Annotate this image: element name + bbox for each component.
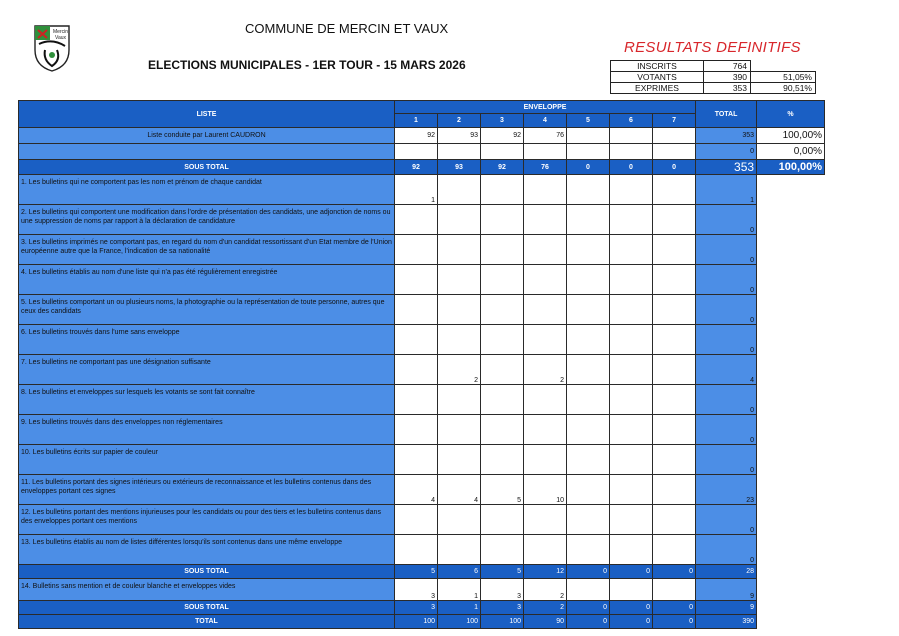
nul-reason-value <box>610 355 653 385</box>
nul-reason-row <box>19 325 825 355</box>
nul-reason-value <box>524 535 567 565</box>
nul-reason-label: 7. Les bulletins ne comportant pas une désignation suffisante <box>19 355 395 385</box>
stats-label: INSCRITS <box>611 61 704 72</box>
nul-reason-value <box>610 295 653 325</box>
logo-text-vaux: Vaux <box>55 35 67 41</box>
stats-pct <box>751 61 816 72</box>
liste-header: LISTE <box>19 101 395 128</box>
sous-total-value: 0 <box>567 601 610 615</box>
enveloppe-col-header: 2 <box>438 114 481 128</box>
list-env-value: 92 <box>481 128 524 144</box>
nul-reason-value <box>395 385 438 415</box>
sous-total-value: 0 <box>653 160 696 175</box>
nul-reason-row <box>19 385 825 415</box>
nul-reason-value <box>653 175 696 205</box>
commune-logo-icon <box>33 24 71 72</box>
stats-table <box>610 60 816 94</box>
nul-reason-value <box>524 505 567 535</box>
nul-reason-value <box>438 385 481 415</box>
sous-total-total: 353 <box>696 160 757 175</box>
blank-value: 3 <box>481 579 524 601</box>
nul-reason-value <box>653 205 696 235</box>
sous-total-label: SOUS TOTAL <box>19 601 395 615</box>
nul-reason-value <box>481 445 524 475</box>
empty-cell <box>757 615 825 629</box>
list-row <box>19 144 825 160</box>
nul-reason-value <box>567 475 610 505</box>
stats-value: 353 <box>704 83 751 94</box>
blank-value <box>610 579 653 601</box>
sous-total-blancs-row <box>19 601 825 615</box>
empty-cell <box>757 235 825 265</box>
nul-reason-value <box>653 535 696 565</box>
nul-reason-row <box>19 415 825 445</box>
enveloppe-col-header: 7 <box>653 114 696 128</box>
sous-total-value: 0 <box>567 160 610 175</box>
commune-title: COMMUNE DE MERCIN ET VAUX <box>245 21 449 36</box>
stats-value: 764 <box>704 61 751 72</box>
nul-reason-value <box>524 295 567 325</box>
empty-cell <box>757 295 825 325</box>
list-env-value <box>567 128 610 144</box>
nul-reason-row <box>19 175 825 205</box>
grand-total-value: 100 <box>438 615 481 629</box>
sous-total-value: 0 <box>653 565 696 579</box>
list-env-value <box>653 144 696 160</box>
nul-reason-value <box>438 235 481 265</box>
empty-cell <box>757 475 825 505</box>
sous-total-value: 1 <box>438 601 481 615</box>
list-row <box>19 128 825 144</box>
nul-reason-total: 0 <box>696 265 757 295</box>
grand-total-label: TOTAL <box>19 615 395 629</box>
blank-total: 9 <box>696 579 757 601</box>
sous-total-nuls-row <box>19 565 825 579</box>
list-env-value <box>610 144 653 160</box>
nul-reason-total: 0 <box>696 235 757 265</box>
nul-reason-value <box>438 175 481 205</box>
blank-row <box>19 579 825 601</box>
nul-reason-value <box>653 265 696 295</box>
list-env-value <box>438 144 481 160</box>
enveloppe-col-header: 5 <box>567 114 610 128</box>
list-pct: 0,00% <box>757 144 825 160</box>
sous-total-value: 3 <box>395 601 438 615</box>
nul-reason-total: 0 <box>696 445 757 475</box>
nul-reason-value <box>567 415 610 445</box>
stats-label: EXPRIMES <box>611 83 704 94</box>
grand-total-value: 90 <box>524 615 567 629</box>
grand-total-value: 100 <box>395 615 438 629</box>
sous-total-value: 92 <box>395 160 438 175</box>
stats-pct: 51,05% <box>751 72 816 83</box>
nul-reason-value <box>438 505 481 535</box>
stats-pct: 90,51% <box>751 83 816 94</box>
nul-reason-value <box>567 535 610 565</box>
nul-reason-value <box>481 355 524 385</box>
list-pct: 100,00% <box>757 128 825 144</box>
grand-total-value: 0 <box>653 615 696 629</box>
nul-reason-total: 0 <box>696 295 757 325</box>
grand-total-value: 0 <box>610 615 653 629</box>
grand-total-row <box>19 615 825 629</box>
nul-reason-label: 6. Les bulletins trouvés dans l'urne sans enveloppe <box>19 325 395 355</box>
nul-reason-value: 10 <box>524 475 567 505</box>
enveloppe-col-header: 3 <box>481 114 524 128</box>
nul-reason-value <box>610 265 653 295</box>
list-env-value <box>481 144 524 160</box>
enveloppe-col-header: 1 <box>395 114 438 128</box>
results-table <box>18 100 825 629</box>
sous-total-value: 0 <box>610 565 653 579</box>
nul-reason-value <box>610 385 653 415</box>
sous-total-value: 93 <box>438 160 481 175</box>
nul-reason-value <box>524 235 567 265</box>
nul-reason-value <box>438 445 481 475</box>
nul-reason-value <box>438 205 481 235</box>
nul-reason-value <box>524 445 567 475</box>
sous-total-value: 3 <box>481 601 524 615</box>
nul-reason-value <box>653 505 696 535</box>
grand-total-value: 100 <box>481 615 524 629</box>
list-total: 353 <box>696 128 757 144</box>
list-env-value <box>524 144 567 160</box>
nul-reason-label: 13. Les bulletins établis au nom de listes différentes lorsqu'ils sont contenus dans une même enveloppe <box>19 535 395 565</box>
empty-cell <box>757 445 825 475</box>
nul-reason-row <box>19 445 825 475</box>
nul-reason-value <box>481 295 524 325</box>
nul-reason-value <box>481 505 524 535</box>
nul-reason-value <box>438 295 481 325</box>
sous-total-pct: 100,00% <box>757 160 825 175</box>
nul-reason-value <box>481 175 524 205</box>
sous-total-total: 28 <box>696 565 757 579</box>
nul-reason-total: 0 <box>696 205 757 235</box>
nul-reason-value <box>524 325 567 355</box>
blank-label: 14. Bulletins sans mention et de couleur blanche et enveloppes vides <box>19 579 395 601</box>
empty-cell <box>757 325 825 355</box>
nul-reason-value <box>610 325 653 355</box>
nul-reason-value <box>395 325 438 355</box>
nul-reason-value <box>567 505 610 535</box>
nul-reason-value <box>653 295 696 325</box>
nul-reason-value <box>481 235 524 265</box>
nul-reason-total: 1 <box>696 175 757 205</box>
nul-reason-value <box>567 385 610 415</box>
list-env-value <box>395 144 438 160</box>
nul-reason-row <box>19 265 825 295</box>
blank-value: 2 <box>524 579 567 601</box>
sous-total-value: 92 <box>481 160 524 175</box>
nul-reason-value <box>481 535 524 565</box>
list-env-value: 92 <box>395 128 438 144</box>
empty-cell <box>757 265 825 295</box>
nul-reason-total: 0 <box>696 505 757 535</box>
nul-reason-value <box>395 235 438 265</box>
nul-reason-value: 4 <box>438 475 481 505</box>
nul-reason-value <box>610 415 653 445</box>
nul-reason-value <box>653 325 696 355</box>
nul-reason-value <box>610 475 653 505</box>
enveloppe-header: ENVELOPPE <box>395 101 696 114</box>
nul-reason-value <box>395 265 438 295</box>
nul-reason-value <box>610 505 653 535</box>
enveloppe-col-header: 6 <box>610 114 653 128</box>
empty-cell <box>757 175 825 205</box>
nul-reason-value <box>395 415 438 445</box>
stats-value: 390 <box>704 72 751 83</box>
nul-reason-value: 2 <box>524 355 567 385</box>
sous-total-value: 0 <box>610 160 653 175</box>
nul-reason-row <box>19 205 825 235</box>
nul-reason-value <box>481 385 524 415</box>
nul-reason-total: 23 <box>696 475 757 505</box>
nul-reason-value: 2 <box>438 355 481 385</box>
nul-reason-total: 0 <box>696 535 757 565</box>
nul-reason-value <box>567 205 610 235</box>
nul-reason-label: 10. Les bulletins écrits sur papier de couleur <box>19 445 395 475</box>
nul-reason-value <box>653 355 696 385</box>
nul-reason-row <box>19 535 825 565</box>
nul-reason-value <box>481 205 524 235</box>
sous-total-value: 6 <box>438 565 481 579</box>
empty-cell <box>757 205 825 235</box>
grand-total-value: 0 <box>567 615 610 629</box>
nul-reason-value <box>395 205 438 235</box>
nul-reason-total: 0 <box>696 385 757 415</box>
nul-reason-value <box>395 535 438 565</box>
nul-reason-total: 4 <box>696 355 757 385</box>
nul-reason-value <box>438 265 481 295</box>
sous-total-value: 0 <box>567 565 610 579</box>
nul-reason-value: 1 <box>395 175 438 205</box>
empty-cell <box>757 385 825 415</box>
nul-reason-value <box>524 265 567 295</box>
nul-reason-row <box>19 295 825 325</box>
nul-reason-label: 3. Les bulletins imprimés ne comportant pas, en regard du nom d'un candidat ressortissant d'un Etat membre de l'Union européenne autre que la France, l'indication de sa nationalité <box>19 235 395 265</box>
nul-reason-value <box>395 445 438 475</box>
nul-reason-total: 0 <box>696 325 757 355</box>
sous-total-value: 0 <box>653 601 696 615</box>
nul-reason-row <box>19 505 825 535</box>
blank-value <box>567 579 610 601</box>
nul-reason-value <box>524 385 567 415</box>
nul-reason-value <box>438 415 481 445</box>
nul-reason-value <box>653 415 696 445</box>
nul-reason-value <box>524 415 567 445</box>
nul-reason-value <box>653 235 696 265</box>
sous-total-value: 76 <box>524 160 567 175</box>
nul-reason-row <box>19 355 825 385</box>
nul-reason-label: 2. Les bulletins qui comportent une modification dans l'ordre de présentation des candidats, une adjonction de noms ou une suppression de noms par rapport à la déclaration de candidature <box>19 205 395 235</box>
nul-reason-value <box>481 415 524 445</box>
list-env-value: 76 <box>524 128 567 144</box>
nul-reason-label: 11. Les bulletins portant des signes intérieurs ou extérieurs de reconnaissance et les bulletins contenus dans des enveloppes portant ces signes <box>19 475 395 505</box>
empty-cell <box>757 415 825 445</box>
nul-reason-value <box>524 175 567 205</box>
blank-value: 1 <box>438 579 481 601</box>
nul-reason-value <box>481 265 524 295</box>
sous-total-value: 2 <box>524 601 567 615</box>
nul-reason-value <box>438 535 481 565</box>
nul-reason-value <box>567 325 610 355</box>
sous-total-label: SOUS TOTAL <box>19 565 395 579</box>
nul-reason-label: 5. Les bulletins comportant un ou plusieurs noms, la photographie ou la représentation de toute personne, autres que ceux des candidats <box>19 295 395 325</box>
grand-total-total: 390 <box>696 615 757 629</box>
nul-reason-value <box>610 535 653 565</box>
nul-reason-value <box>567 445 610 475</box>
pct-header: % <box>757 101 825 128</box>
blank-value: 3 <box>395 579 438 601</box>
list-total: 0 <box>696 144 757 160</box>
sous-total-value: 0 <box>610 601 653 615</box>
elections-title: ELECTIONS MUNICIPALES - 1ER TOUR - 15 MARS 2026 <box>148 58 466 72</box>
logo-text-mercin: Mercin <box>53 29 69 35</box>
nul-reason-value <box>653 445 696 475</box>
nul-reason-value <box>653 385 696 415</box>
nul-reason-value <box>395 295 438 325</box>
nul-reason-label: 8. Les bulletins et enveloppes sur lesquels les votants se sont fait connaître <box>19 385 395 415</box>
sous-total-value: 5 <box>481 565 524 579</box>
nul-reason-value: 5 <box>481 475 524 505</box>
nul-reason-value <box>653 475 696 505</box>
empty-cell <box>757 505 825 535</box>
nul-reason-value <box>567 175 610 205</box>
nul-reason-value <box>567 355 610 385</box>
results-title: RESULTATS DEFINITIFS <box>624 39 801 56</box>
stats-row-votants <box>611 72 816 83</box>
nul-reason-value <box>438 325 481 355</box>
nul-reason-value <box>395 355 438 385</box>
nul-reason-value <box>610 235 653 265</box>
empty-cell <box>757 601 825 615</box>
sous-total-row <box>19 160 825 175</box>
list-env-value <box>653 128 696 144</box>
sous-total-value: 12 <box>524 565 567 579</box>
list-env-value <box>567 144 610 160</box>
blank-value <box>653 579 696 601</box>
nul-reason-value <box>524 205 567 235</box>
nul-reason-value: 4 <box>395 475 438 505</box>
list-name <box>19 144 395 160</box>
empty-cell <box>757 355 825 385</box>
sous-total-value: 5 <box>395 565 438 579</box>
nul-reason-value <box>567 265 610 295</box>
list-name: Liste conduite par Laurent CAUDRON <box>19 128 395 144</box>
empty-cell <box>757 535 825 565</box>
empty-cell <box>757 579 825 601</box>
sous-total-total: 9 <box>696 601 757 615</box>
nul-reason-value <box>395 505 438 535</box>
nul-reason-total: 0 <box>696 415 757 445</box>
nul-reason-value <box>610 175 653 205</box>
nul-reason-row <box>19 475 825 505</box>
nul-reason-label: 12. Les bulletins portant des mentions injurieuses pour les candidats ou pour des tiers et les bulletins contenus dans des enveloppes portant ces mentions <box>19 505 395 535</box>
nul-reason-label: 1. Les bulletins qui ne comportent pas les nom et prénom de chaque candidat <box>19 175 395 205</box>
total-header: TOTAL <box>696 101 757 128</box>
nul-reason-value <box>481 325 524 355</box>
empty-cell <box>757 565 825 579</box>
stats-row-inscrits <box>611 61 816 72</box>
stats-label: VOTANTS <box>611 72 704 83</box>
list-env-value: 93 <box>438 128 481 144</box>
enveloppe-col-header: 4 <box>524 114 567 128</box>
list-env-value <box>610 128 653 144</box>
stats-row-exprimes <box>611 83 816 94</box>
nul-reason-label: 9. Les bulletins trouvés dans des enveloppes non réglementaires <box>19 415 395 445</box>
header-row-1 <box>19 101 825 114</box>
nul-reason-value <box>567 235 610 265</box>
nul-reason-row <box>19 235 825 265</box>
nul-reason-value <box>610 205 653 235</box>
nul-reason-value <box>610 445 653 475</box>
nul-reason-label: 4. Les bulletins établis au nom d'une liste qui n'a pas été régulièrement enregistrée <box>19 265 395 295</box>
sous-total-label: SOUS TOTAL <box>19 160 395 175</box>
nul-reason-value <box>567 295 610 325</box>
